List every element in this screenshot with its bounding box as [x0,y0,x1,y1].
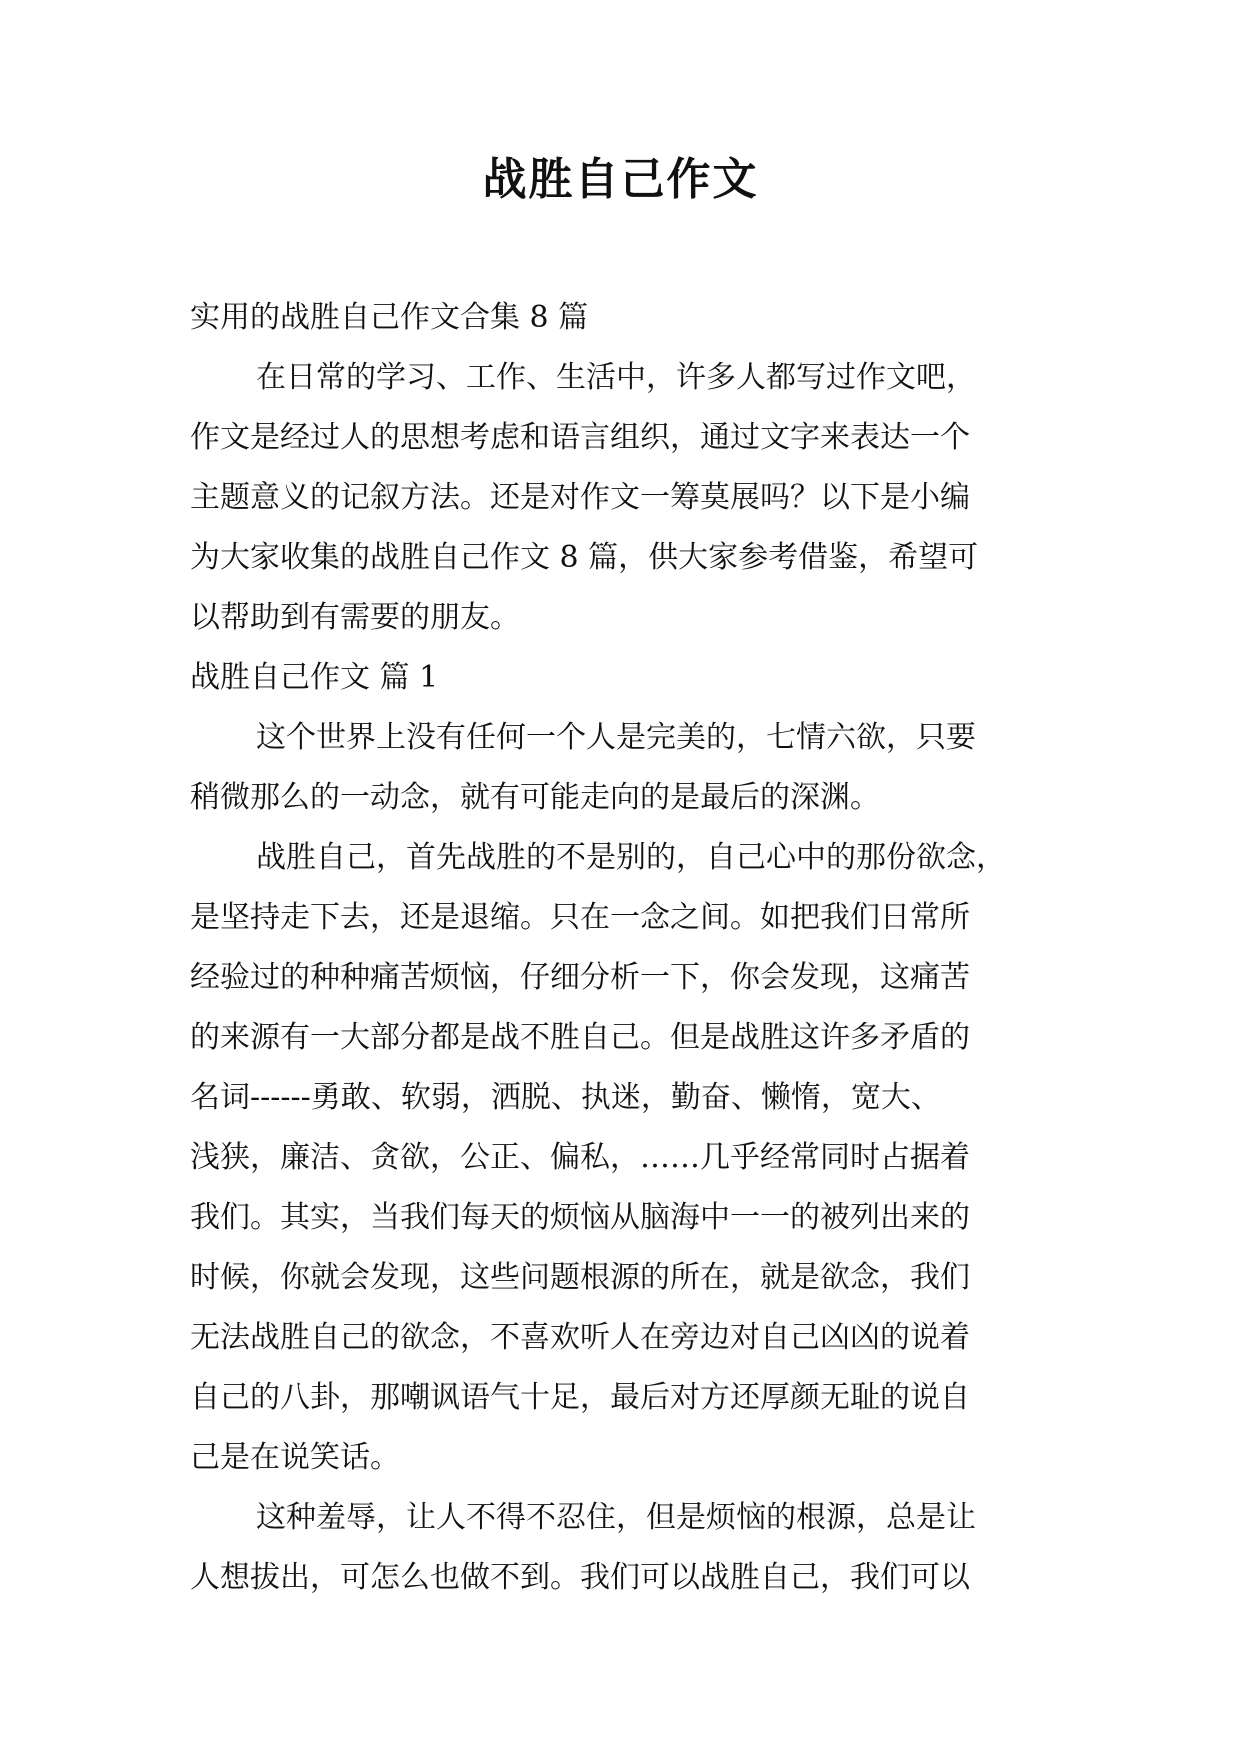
intro-paragraph-line: 以帮助到有需要的朋友。 [190,600,520,635]
document-body [190,288,1060,1608]
intro-paragraph-line: 在日常的学习、工作、生活中，许多人都写过作文吧， [256,360,976,395]
paragraph-line: 名词------勇敢、软弱，洒脱、执迷，勤奋、懒惰，宽大、 [190,1080,941,1115]
paragraph-line: 无法战胜自己的欲念，不喜欢听人在旁边对自己凶凶的说着 [190,1320,970,1355]
paragraph-line: 人想拔出，可怎么也做不到。我们可以战胜自己，我们可以 [190,1560,970,1595]
document-title: 战胜自己作文 [482,154,759,205]
subtitle-line: 实用的战胜自己作文合集 8 篇 [190,300,589,335]
intro-paragraph-line: 为大家收集的战胜自己作文 8 篇，供大家参考借鉴，希望可 [190,540,979,575]
paragraph-line: 时候，你就会发现，这些问题根源的所在，就是欲念，我们 [190,1260,970,1295]
paragraph-line: 己是在说笑话。 [190,1440,400,1475]
paragraph-line: 稍微那么的一动念，就有可能走向的是最后的深渊。 [190,780,880,815]
paragraph-line: 我们。其实，当我们每天的烦恼从脑海中一一的被列出来的 [190,1200,970,1235]
paragraph-line: 浅狭，廉洁、贪欲，公正、偏私，……几乎经常同时占据着 [190,1140,970,1175]
section-heading: 战胜自己作文 篇 1 [190,660,439,695]
paragraph-line: 战胜自己，首先战胜的不是别的，自己心中的那份欲念， [256,840,1006,875]
paragraph-line: 这个世界上没有任何一个人是完美的，七情六欲，只要 [256,720,976,755]
paragraph-line: 这种羞辱，让人不得不忍住，但是烦恼的根源，总是让 [256,1500,976,1535]
paragraph-line: 自己的八卦，那嘲讽语气十足，最后对方还厚颜无耻的说自 [190,1380,970,1415]
intro-paragraph-line: 作文是经过人的思想考虑和语言组织，通过文字来表达一个 [190,420,970,455]
paragraph-line: 的来源有一大部分都是战不胜自己。但是战胜这许多矛盾的 [190,1020,970,1055]
paragraph-line: 是坚持走下去，还是退缩。只在一念之间。如把我们日常所 [190,900,970,935]
paragraph-line: 经验过的种种痛苦烦恼，仔细分析一下，你会发现，这痛苦 [190,960,970,995]
intro-paragraph-line: 主题意义的记叙方法。还是对作文一筹莫展吗？以下是小编 [190,480,970,515]
